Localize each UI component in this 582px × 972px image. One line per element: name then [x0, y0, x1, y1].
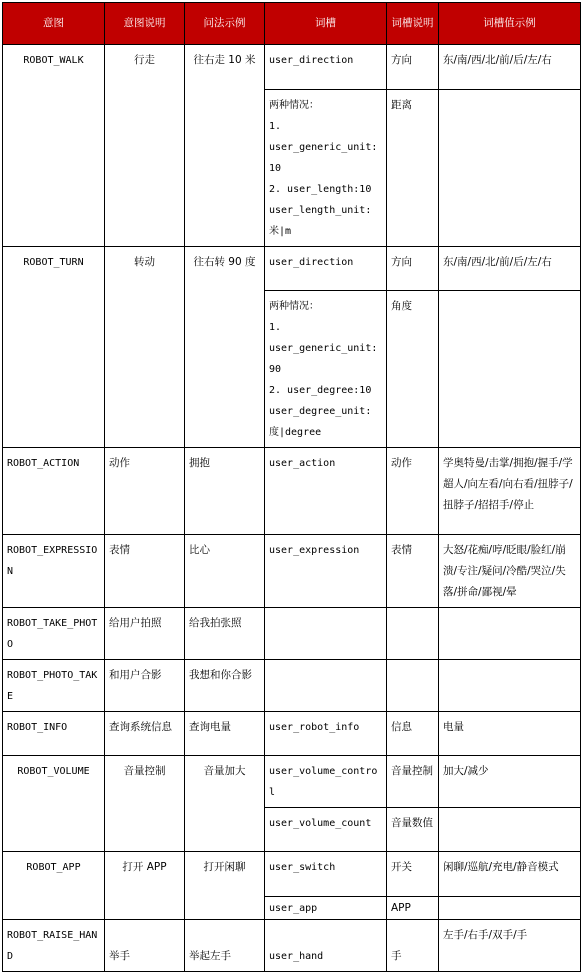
slot-desc-cell: APP	[387, 897, 439, 920]
slot-values-cell	[439, 608, 581, 660]
slot-cell: user_action	[265, 448, 387, 535]
table-header-row	[3, 3, 581, 45]
table-row	[3, 45, 581, 90]
slot-values-cell: 东/南/西/北/前/后/左/右	[439, 247, 581, 291]
slot-values-cell	[439, 897, 581, 920]
slot-values-cell	[439, 660, 581, 712]
slot-line: 1.	[269, 121, 282, 132]
intent-cell: ROBOT_APP	[3, 852, 105, 920]
intent-cell: ROBOT_TAKE_PHOTO	[3, 608, 105, 660]
table-row	[3, 852, 581, 897]
slot-cell	[265, 608, 387, 660]
intent-cell: ROBOT_WALK	[3, 45, 105, 247]
table-row	[3, 756, 581, 808]
intent-cell: ROBOT_PHOTO_TAKE	[3, 660, 105, 712]
intent-desc-cell: 音量控制	[105, 756, 185, 852]
slot-cell	[265, 660, 387, 712]
intent-desc-cell: 行走	[105, 45, 185, 247]
slot-desc-cell	[387, 608, 439, 660]
slot-desc-cell: 表情	[387, 535, 439, 608]
slot-desc-cell: 动作	[387, 448, 439, 535]
example-cell: 往右走 10 米	[185, 45, 265, 247]
intent-cell: ROBOT_ACTION	[3, 448, 105, 535]
intent-desc-cell: 查询系统信息	[105, 712, 185, 756]
slot-desc-cell: 音量控制	[387, 756, 439, 808]
slot-cell: user_switch	[265, 852, 387, 897]
slot-cell: user_direction	[265, 247, 387, 291]
table-row	[3, 920, 581, 972]
slot-values-cell	[439, 808, 581, 852]
slot-values-cell: 加大/减少	[439, 756, 581, 808]
header-example: 问法示例	[185, 3, 265, 45]
slot-cell: user_app	[265, 897, 387, 920]
header-slot-desc: 词槽说明	[387, 3, 439, 45]
intent-table	[2, 2, 581, 972]
table-row	[3, 535, 581, 608]
slot-values-cell: 学奥特曼/击掌/拥抱/握手/学超人/向左看/向右看/扭脖子/扭脖子/招招手/停止	[439, 448, 581, 535]
slot-line: user_length_unit:米|m	[269, 205, 372, 237]
table-row	[3, 448, 581, 535]
table-row	[3, 660, 581, 712]
example-cell: 举起左手	[185, 920, 265, 972]
slot-desc-cell: 信息	[387, 712, 439, 756]
slot-line: 1.	[269, 322, 282, 333]
header-intent: 意图	[3, 3, 105, 45]
example-cell: 拥抱	[185, 448, 265, 535]
slot-line: user_generic_unit:90	[269, 343, 378, 375]
slot-desc-cell: 方向	[387, 247, 439, 291]
intent-desc-cell: 转动	[105, 247, 185, 448]
slot-line: 2. user_degree:10	[269, 385, 372, 396]
slot-cell: user_robot_info	[265, 712, 387, 756]
slot-desc-cell: 音量数值	[387, 808, 439, 852]
intent-desc-cell: 打开 APP	[105, 852, 185, 920]
slot-line: user_generic_unit:10	[269, 142, 378, 174]
slot-cell: user_hand	[265, 920, 387, 972]
slot-values-cell: 闲聊/巡航/充电/静音模式	[439, 852, 581, 897]
intent-desc-cell: 表情	[105, 535, 185, 608]
slot-values-cell	[439, 291, 581, 448]
example-cell: 我想和你合影	[185, 660, 265, 712]
intent-cell: ROBOT_VOLUME	[3, 756, 105, 852]
example-cell: 给我拍张照	[185, 608, 265, 660]
table-row	[3, 608, 581, 660]
slot-desc-cell: 方向	[387, 45, 439, 90]
slot-desc-cell: 距离	[387, 90, 439, 247]
intent-desc-cell: 给用户拍照	[105, 608, 185, 660]
slot-desc-cell	[387, 660, 439, 712]
table-row	[3, 712, 581, 756]
intent-cell: ROBOT_EXPRESSION	[3, 535, 105, 608]
slot-desc-cell: 角度	[387, 291, 439, 448]
header-intent-desc: 意图说明	[105, 3, 185, 45]
slot-values-cell: 电量	[439, 712, 581, 756]
slot-cell	[265, 90, 387, 247]
slot-values-cell: 东/南/西/北/前/后/左/右	[439, 45, 581, 90]
intent-cell: ROBOT_RAISE_HAND	[3, 920, 105, 972]
slot-values-cell: 左手/右手/双手/手	[439, 920, 581, 972]
slot-cell: user_expression	[265, 535, 387, 608]
slot-cell	[265, 291, 387, 448]
slot-cell: user_direction	[265, 45, 387, 90]
slot-values-cell	[439, 90, 581, 247]
example-cell: 音量加大	[185, 756, 265, 852]
example-cell: 查询电量	[185, 712, 265, 756]
slot-line: user_degree_unit:度|degree	[269, 406, 372, 438]
slot-line: 两种情况：	[269, 100, 319, 111]
slot-cell: user_volume_control	[265, 756, 387, 808]
intent-desc-cell: 举手	[105, 920, 185, 972]
slot-values-cell: 大怒/花痴/哼/眨眼/脸红/崩溃/专注/疑问/冷酷/哭泣/失落/拼命/鄙视/晕	[439, 535, 581, 608]
example-cell: 往右转 90 度	[185, 247, 265, 448]
example-cell: 打开闲聊	[185, 852, 265, 920]
slot-desc-cell: 开关	[387, 852, 439, 897]
table-row	[3, 247, 581, 291]
intent-cell: ROBOT_INFO	[3, 712, 105, 756]
intent-desc-cell: 和用户合影	[105, 660, 185, 712]
header-slot: 词槽	[265, 3, 387, 45]
intent-desc-cell: 动作	[105, 448, 185, 535]
slot-cell: user_volume_count	[265, 808, 387, 852]
slot-line: 两种情况：	[269, 301, 319, 312]
header-slot-values: 词槽值示例	[439, 3, 581, 45]
example-cell: 比心	[185, 535, 265, 608]
intent-cell: ROBOT_TURN	[3, 247, 105, 448]
slot-line: 2. user_length:10	[269, 184, 372, 195]
slot-desc-cell: 手	[387, 920, 439, 972]
